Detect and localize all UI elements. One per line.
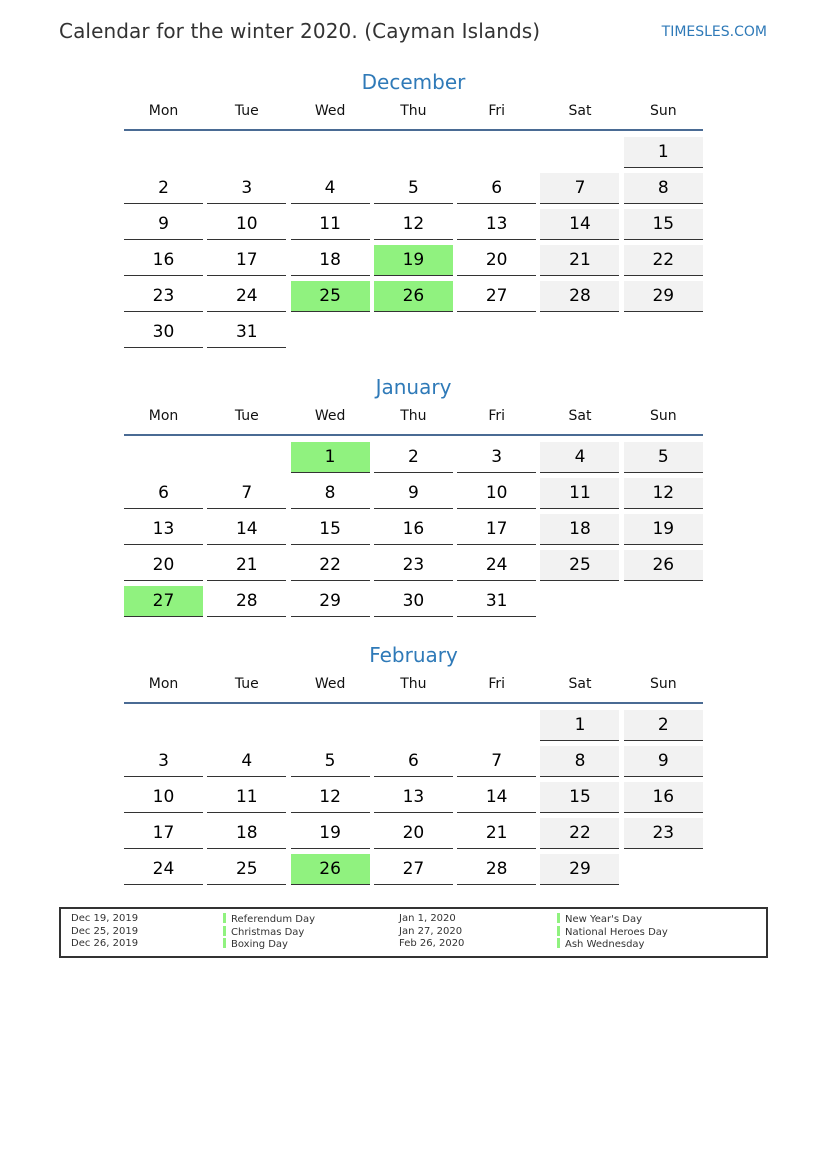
day-cell[interactable]: 8 (540, 746, 619, 777)
day-cell[interactable]: 4 (540, 442, 619, 473)
week-row (124, 245, 703, 279)
day-cell[interactable]: 26 (374, 281, 453, 312)
day-cell[interactable]: 29 (540, 854, 619, 885)
empty-cell (374, 317, 453, 348)
day-cell[interactable]: 22 (291, 550, 370, 581)
weekday-label: Mon (148, 103, 179, 119)
empty-cell (457, 710, 536, 741)
day-cell[interactable]: 9 (374, 478, 453, 509)
day-cell[interactable]: 8 (624, 173, 703, 204)
weekday-label: Fri (488, 408, 506, 424)
empty-cell (124, 442, 203, 473)
day-cell[interactable]: 17 (457, 514, 536, 545)
empty-cell (457, 137, 536, 168)
day-cell[interactable]: 13 (124, 514, 203, 545)
week-row (124, 854, 703, 888)
day-cell[interactable]: 29 (624, 281, 703, 312)
weekday-label: Sun (649, 103, 677, 119)
day-cell[interactable]: 6 (457, 173, 536, 204)
day-cell[interactable]: 2 (124, 173, 203, 204)
month-title: December (361, 70, 466, 94)
legend-entry (557, 926, 668, 939)
day-cell[interactable]: 17 (124, 818, 203, 849)
weekday-label: Fri (488, 103, 506, 119)
legend-entry (223, 926, 315, 939)
month-title: January (375, 375, 452, 399)
holiday-legend (59, 907, 768, 958)
weekday-label: Tue (234, 408, 259, 424)
day-cell[interactable]: 13 (374, 782, 453, 813)
empty-cell (124, 137, 203, 168)
day-cell[interactable]: 26 (624, 550, 703, 581)
day-cell[interactable]: 17 (207, 245, 286, 276)
day-cell[interactable]: 4 (207, 746, 286, 777)
empty-cell (374, 137, 453, 168)
legend-names-right (557, 913, 668, 951)
day-cell[interactable]: 28 (457, 854, 536, 885)
legend-date: Feb 26, 2020 (399, 938, 465, 950)
legend-holiday-name: Christmas Day (231, 926, 305, 938)
week-row (124, 746, 703, 780)
legend-holiday-name: Referendum Day (231, 914, 316, 925)
weekday-label: Wed (314, 408, 346, 424)
weekday-label: Sat (568, 103, 592, 119)
week-row (124, 782, 703, 816)
day-cell[interactable]: 18 (207, 818, 286, 849)
day-cell[interactable]: 11 (540, 478, 619, 509)
weekday-label: Mon (148, 408, 179, 424)
legend-entry (223, 938, 315, 951)
day-cell[interactable]: 24 (207, 281, 286, 312)
week-row (124, 710, 703, 744)
empty-cell (540, 586, 619, 617)
week-row (124, 442, 703, 476)
empty-cell (291, 137, 370, 168)
day-cell[interactable]: 2 (624, 710, 703, 741)
month-january (124, 372, 703, 622)
empty-cell (624, 854, 703, 885)
day-cell[interactable]: 11 (291, 209, 370, 240)
week-row (124, 550, 703, 584)
day-cell[interactable]: 21 (207, 550, 286, 581)
weekday-label: Wed (314, 676, 346, 692)
week-row (124, 514, 703, 548)
day-cell[interactable]: 23 (624, 818, 703, 849)
legend-entry (557, 913, 668, 926)
day-cell[interactable]: 7 (457, 746, 536, 777)
legend-holiday-name: New Year's Day (565, 914, 643, 925)
weekday-label: Sun (649, 676, 677, 692)
legend-dates-right (399, 913, 464, 951)
day-cell[interactable]: 27 (457, 281, 536, 312)
day-cell[interactable]: 25 (291, 281, 370, 312)
day-cell[interactable]: 19 (374, 245, 453, 276)
holiday-marker-icon (557, 938, 560, 948)
week-row (124, 137, 703, 171)
day-cell[interactable]: 7 (540, 173, 619, 204)
week-row (124, 478, 703, 512)
day-cell[interactable]: 3 (207, 173, 286, 204)
day-cell[interactable]: 22 (540, 818, 619, 849)
week-row (124, 818, 703, 852)
holiday-marker-icon (557, 926, 560, 936)
day-cell[interactable]: 12 (624, 478, 703, 509)
empty-cell (624, 317, 703, 348)
day-cell[interactable]: 13 (457, 209, 536, 240)
day-cell[interactable]: 12 (374, 209, 453, 240)
day-cell[interactable]: 14 (540, 209, 619, 240)
legend-date: Jan 27, 2020 (399, 925, 463, 937)
day-cell[interactable]: 31 (457, 586, 536, 617)
day-cell[interactable]: 28 (540, 281, 619, 312)
day-cell[interactable]: 2 (374, 442, 453, 473)
day-cell[interactable]: 27 (374, 854, 453, 885)
day-cell[interactable]: 15 (624, 209, 703, 240)
day-cell[interactable]: 5 (291, 746, 370, 777)
week-row (124, 209, 703, 243)
day-cell[interactable]: 31 (207, 317, 286, 348)
day-cell[interactable]: 8 (291, 478, 370, 509)
day-cell[interactable]: 14 (207, 514, 286, 545)
legend-date: Jan 1, 2020 (399, 913, 456, 924)
holiday-marker-icon (557, 913, 560, 923)
empty-cell (457, 317, 536, 348)
page-title: Calendar for the winter 2020. (Cayman Islands) (59, 19, 541, 43)
weeks-grid (124, 131, 703, 351)
empty-cell (540, 137, 619, 168)
month-february (124, 640, 703, 890)
legend-entry (557, 938, 668, 951)
day-cell[interactable]: 10 (207, 209, 286, 240)
weekday-header (124, 402, 703, 436)
day-cell[interactable]: 18 (540, 514, 619, 545)
month-title: February (369, 643, 458, 667)
day-cell[interactable]: 7 (207, 478, 286, 509)
weekday-label: Sat (568, 676, 592, 692)
day-cell[interactable]: 16 (124, 245, 203, 276)
day-cell[interactable]: 10 (124, 782, 203, 813)
day-cell[interactable]: 25 (207, 854, 286, 885)
day-cell[interactable]: 18 (291, 245, 370, 276)
weekday-label: Mon (148, 676, 179, 692)
day-cell[interactable]: 5 (624, 442, 703, 473)
weeks-grid (124, 436, 703, 620)
empty-cell (207, 442, 286, 473)
weekday-header (124, 97, 703, 131)
day-cell[interactable]: 6 (374, 746, 453, 777)
day-cell[interactable]: 16 (624, 782, 703, 813)
weekday-header (124, 670, 703, 704)
day-cell[interactable]: 12 (291, 782, 370, 813)
day-cell[interactable]: 3 (457, 442, 536, 473)
day-cell[interactable]: 14 (457, 782, 536, 813)
week-row (124, 281, 703, 315)
day-cell[interactable]: 20 (374, 818, 453, 849)
legend-dates-left (71, 913, 138, 951)
day-cell[interactable]: 15 (291, 514, 370, 545)
legend-holiday-name: Boxing Day (231, 939, 288, 951)
legend-names-left (223, 913, 315, 951)
weekday-label: Fri (488, 676, 506, 692)
day-cell[interactable]: 30 (124, 317, 203, 348)
day-cell[interactable]: 3 (124, 746, 203, 777)
holiday-marker-icon (223, 938, 226, 948)
empty-cell (291, 317, 370, 348)
empty-cell (207, 137, 286, 168)
day-cell[interactable]: 26 (291, 854, 370, 885)
empty-cell (124, 710, 203, 741)
legend-holiday-name: Ash Wednesday (565, 939, 645, 951)
day-cell[interactable]: 23 (124, 281, 203, 312)
day-cell[interactable]: 1 (624, 137, 703, 168)
day-cell[interactable]: 1 (291, 442, 370, 473)
weekday-label: Sun (649, 408, 677, 424)
day-cell[interactable]: 20 (457, 245, 536, 276)
month-december (124, 67, 703, 353)
day-cell[interactable]: 9 (624, 746, 703, 777)
empty-cell (540, 317, 619, 348)
day-cell[interactable]: 21 (540, 245, 619, 276)
day-cell[interactable]: 6 (124, 478, 203, 509)
holiday-marker-icon (223, 913, 226, 923)
day-cell[interactable]: 23 (374, 550, 453, 581)
day-cell[interactable]: 19 (624, 514, 703, 545)
day-cell[interactable]: 10 (457, 478, 536, 509)
day-cell[interactable]: 25 (540, 550, 619, 581)
empty-cell (374, 710, 453, 741)
day-cell[interactable]: 27 (124, 586, 203, 617)
day-cell[interactable]: 19 (291, 818, 370, 849)
legend-date: Dec 25, 2019 (71, 925, 139, 937)
day-cell[interactable]: 15 (540, 782, 619, 813)
day-cell[interactable]: 4 (291, 173, 370, 204)
day-cell[interactable]: 30 (374, 586, 453, 617)
empty-cell (624, 586, 703, 617)
day-cell[interactable]: 21 (457, 818, 536, 849)
day-cell[interactable]: 28 (207, 586, 286, 617)
weekday-label: Tue (234, 676, 259, 692)
week-row (124, 173, 703, 207)
empty-cell (291, 710, 370, 741)
day-cell[interactable]: 24 (124, 854, 203, 885)
empty-cell (207, 710, 286, 741)
weekday-label: Wed (314, 103, 346, 119)
legend-date: Dec 19, 2019 (71, 913, 139, 924)
day-cell[interactable]: 22 (624, 245, 703, 276)
weeks-grid (124, 704, 703, 888)
week-row (124, 586, 703, 620)
day-cell[interactable]: 1 (540, 710, 619, 741)
legend-entry (223, 913, 315, 926)
day-cell[interactable]: 20 (124, 550, 203, 581)
weekday-label: Thu (400, 408, 427, 424)
legend-date: Dec 26, 2019 (71, 938, 139, 950)
day-cell[interactable]: 29 (291, 586, 370, 617)
weekday-label: Thu (400, 103, 427, 119)
weekday-label: Sat (568, 408, 592, 424)
day-cell[interactable]: 9 (124, 209, 203, 240)
day-cell[interactable]: 5 (374, 173, 453, 204)
holiday-marker-icon (223, 926, 226, 936)
weekday-label: Tue (234, 103, 259, 119)
week-row (124, 317, 703, 351)
day-cell[interactable]: 11 (207, 782, 286, 813)
day-cell[interactable]: 16 (374, 514, 453, 545)
site-link[interactable]: TIMESLES.COM (661, 24, 767, 40)
legend-holiday-name: National Heroes Day (565, 926, 668, 938)
day-cell[interactable]: 24 (457, 550, 536, 581)
weekday-label: Thu (400, 676, 427, 692)
